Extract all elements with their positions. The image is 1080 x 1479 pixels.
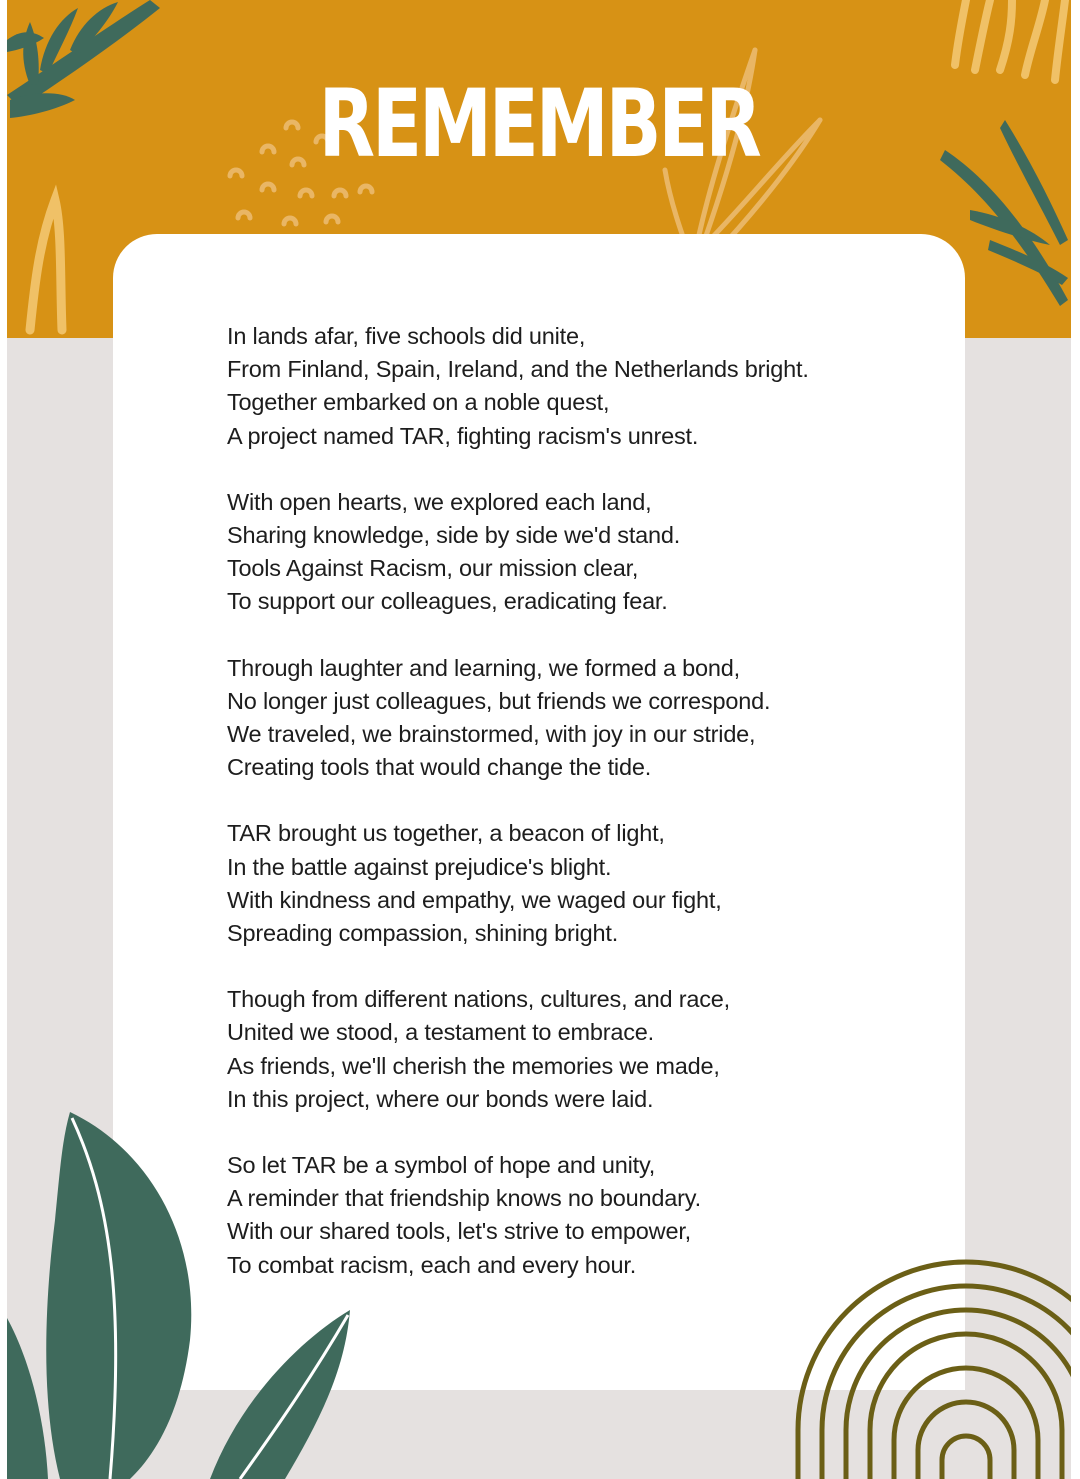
poem-line: A project named TAR, fighting racism's unrest.: [227, 422, 699, 449]
poem-line: TAR brought us together, a beacon of light,: [227, 820, 665, 847]
poem-line: To support our colleagues, eradicating fear.: [227, 588, 668, 615]
poem-line: No longer just colleagues, but friends we correspond.: [227, 687, 771, 714]
page-title: REMEMBER: [318, 70, 759, 179]
poem-line: With kindness and empathy, we waged our fight,: [227, 886, 722, 913]
poem-line: In the battle against prejudice's blight.: [227, 853, 612, 880]
poem-line: Tools Against Racism, our mission clear,: [227, 555, 639, 582]
poem-line: With open hearts, we explored each land,: [227, 488, 652, 515]
poem-line: With our shared tools, let's strive to empower,: [227, 1218, 691, 1245]
bottom-leaf-icon: [210, 1310, 350, 1479]
poem-line: In this project, where our bonds were laid.: [227, 1085, 654, 1112]
poem-line: United we stood, a testament to embrace.: [227, 1019, 654, 1046]
poem-line: So let TAR be a symbol of hope and unity,: [227, 1152, 656, 1179]
bottom-left-leaf-icon: [46, 1112, 191, 1479]
poem-line: Spreading compassion, shining bright.: [227, 920, 619, 947]
right-border: [1071, 0, 1080, 1479]
poem-line: As friends, we'll cherish the memories we made,: [227, 1052, 720, 1079]
poem-line: From Finland, Spain, Ireland, and the Netherlands bright.: [227, 356, 809, 383]
poem-line: A reminder that friendship knows no boundary.: [227, 1185, 701, 1212]
arch-rainbow-icon: [798, 1262, 1080, 1479]
poem-line: Through laughter and learning, we formed a bond,: [227, 654, 740, 681]
poem-line: Creating tools that would change the tide.: [227, 754, 652, 781]
bottom-left-small-leaf-icon: [7, 1318, 48, 1479]
poem-line: Sharing knowledge, side by side we'd stand.: [227, 522, 681, 549]
poem-line: In lands afar, five schools did unite,: [227, 323, 586, 349]
left-border: [0, 0, 7, 1479]
poem-line: To combat racism, each and every hour.: [227, 1251, 637, 1278]
poem-line: Together embarked on a noble quest,: [227, 389, 610, 416]
poem-line: Though from different nations, cultures, and race,: [227, 986, 730, 1013]
poem-line: We traveled, we brainstormed, with joy in our stride,: [227, 721, 756, 748]
